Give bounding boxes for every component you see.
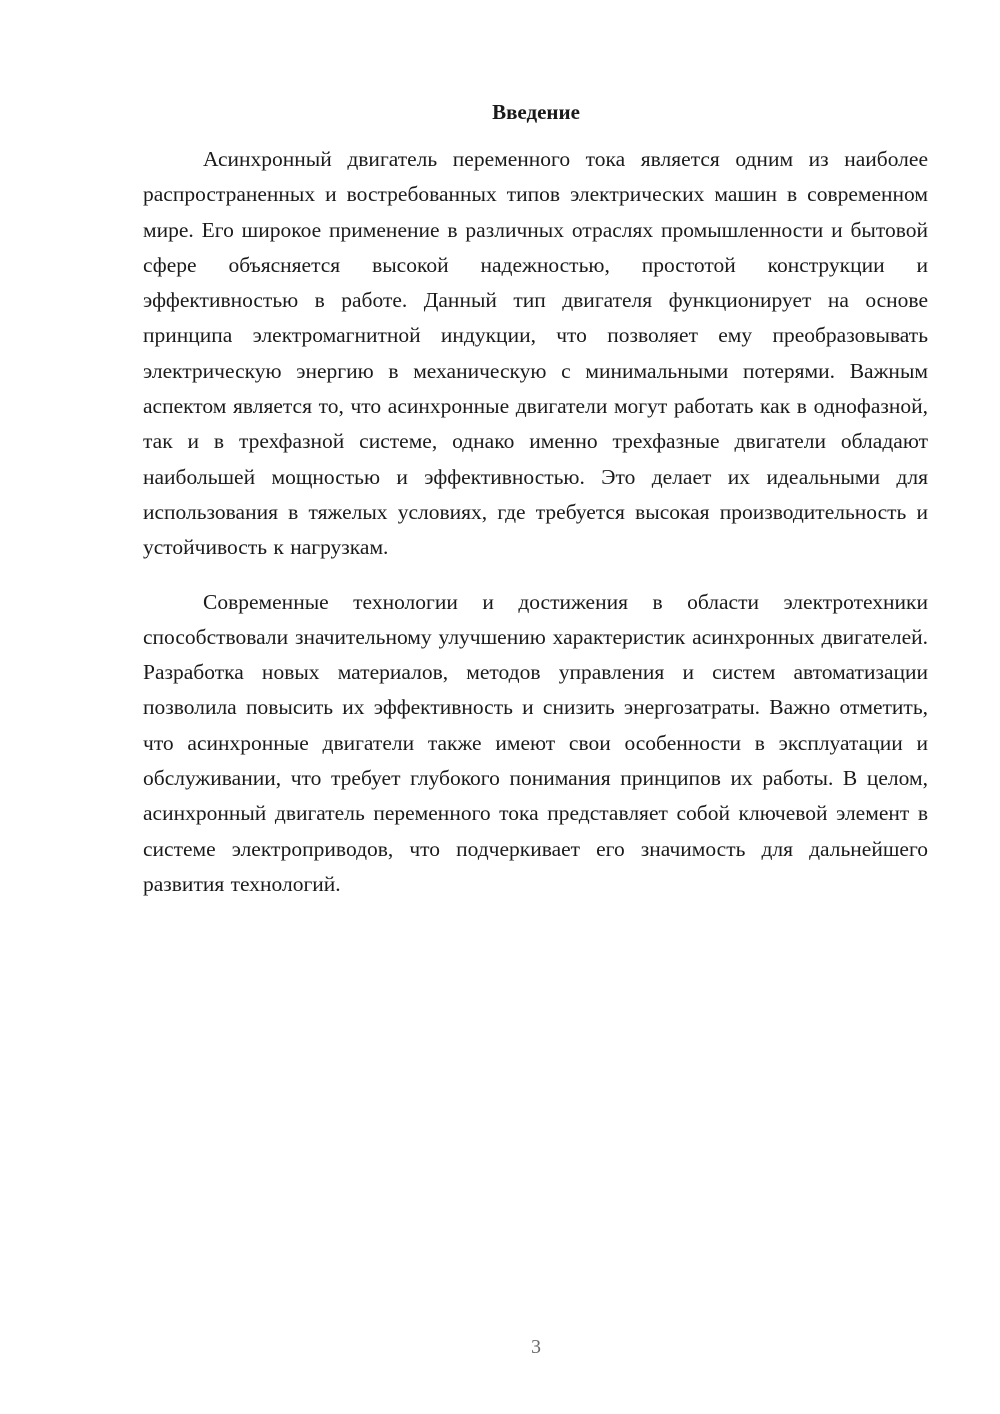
body-text: [143, 142, 928, 902]
paragraph-1: Асинхронный двигатель переменного тока является одним из наиболее распространенных и востребованных типов электрических машин в современном мире. Его широкое применение в различных отраслях промышленности и бытовой сфере объясняется высокой надежностью, простотой конструкции и эффективностью в работе. Данный тип двигателя функционирует на основе принципа электромагнитной индукции, что позволяет ему преобразовывать электрическую энергию в механическую с минимальными потерями. Важным аспектом является то, что асинхронные двигатели могут работать как в однофазной, так и в трехфазной системе, однако именно трехфазные двигатели обладают наибольшей мощностью и эффективностью. Это делает их идеальными для использования в тяжелых условиях, где требуется высокая производительность и устойчивость к нагрузкам.: [143, 147, 928, 560]
page-number: 3: [531, 1336, 541, 1358]
section-title: Введение: [492, 100, 580, 124]
paragraph-2: Современные технологии и достижения в области электротехники способствовали значительному улучшению характеристик асинхронных двигателей. Разработка новых материалов, методов управления и систем автоматизации позволила повысить их эффективность и снизить энергозатраты. Важно отметить, что асинхронные двигатели также имеют свои особенности в эксплуатации и обслуживании, что требует глубокого понимания принципов их работы. В целом, асинхронный двигатель переменного тока представляет собой ключевой элемент в системе электроприводов, что подчеркивает его значимость для дальнейшего развития технологий.: [143, 589, 928, 896]
